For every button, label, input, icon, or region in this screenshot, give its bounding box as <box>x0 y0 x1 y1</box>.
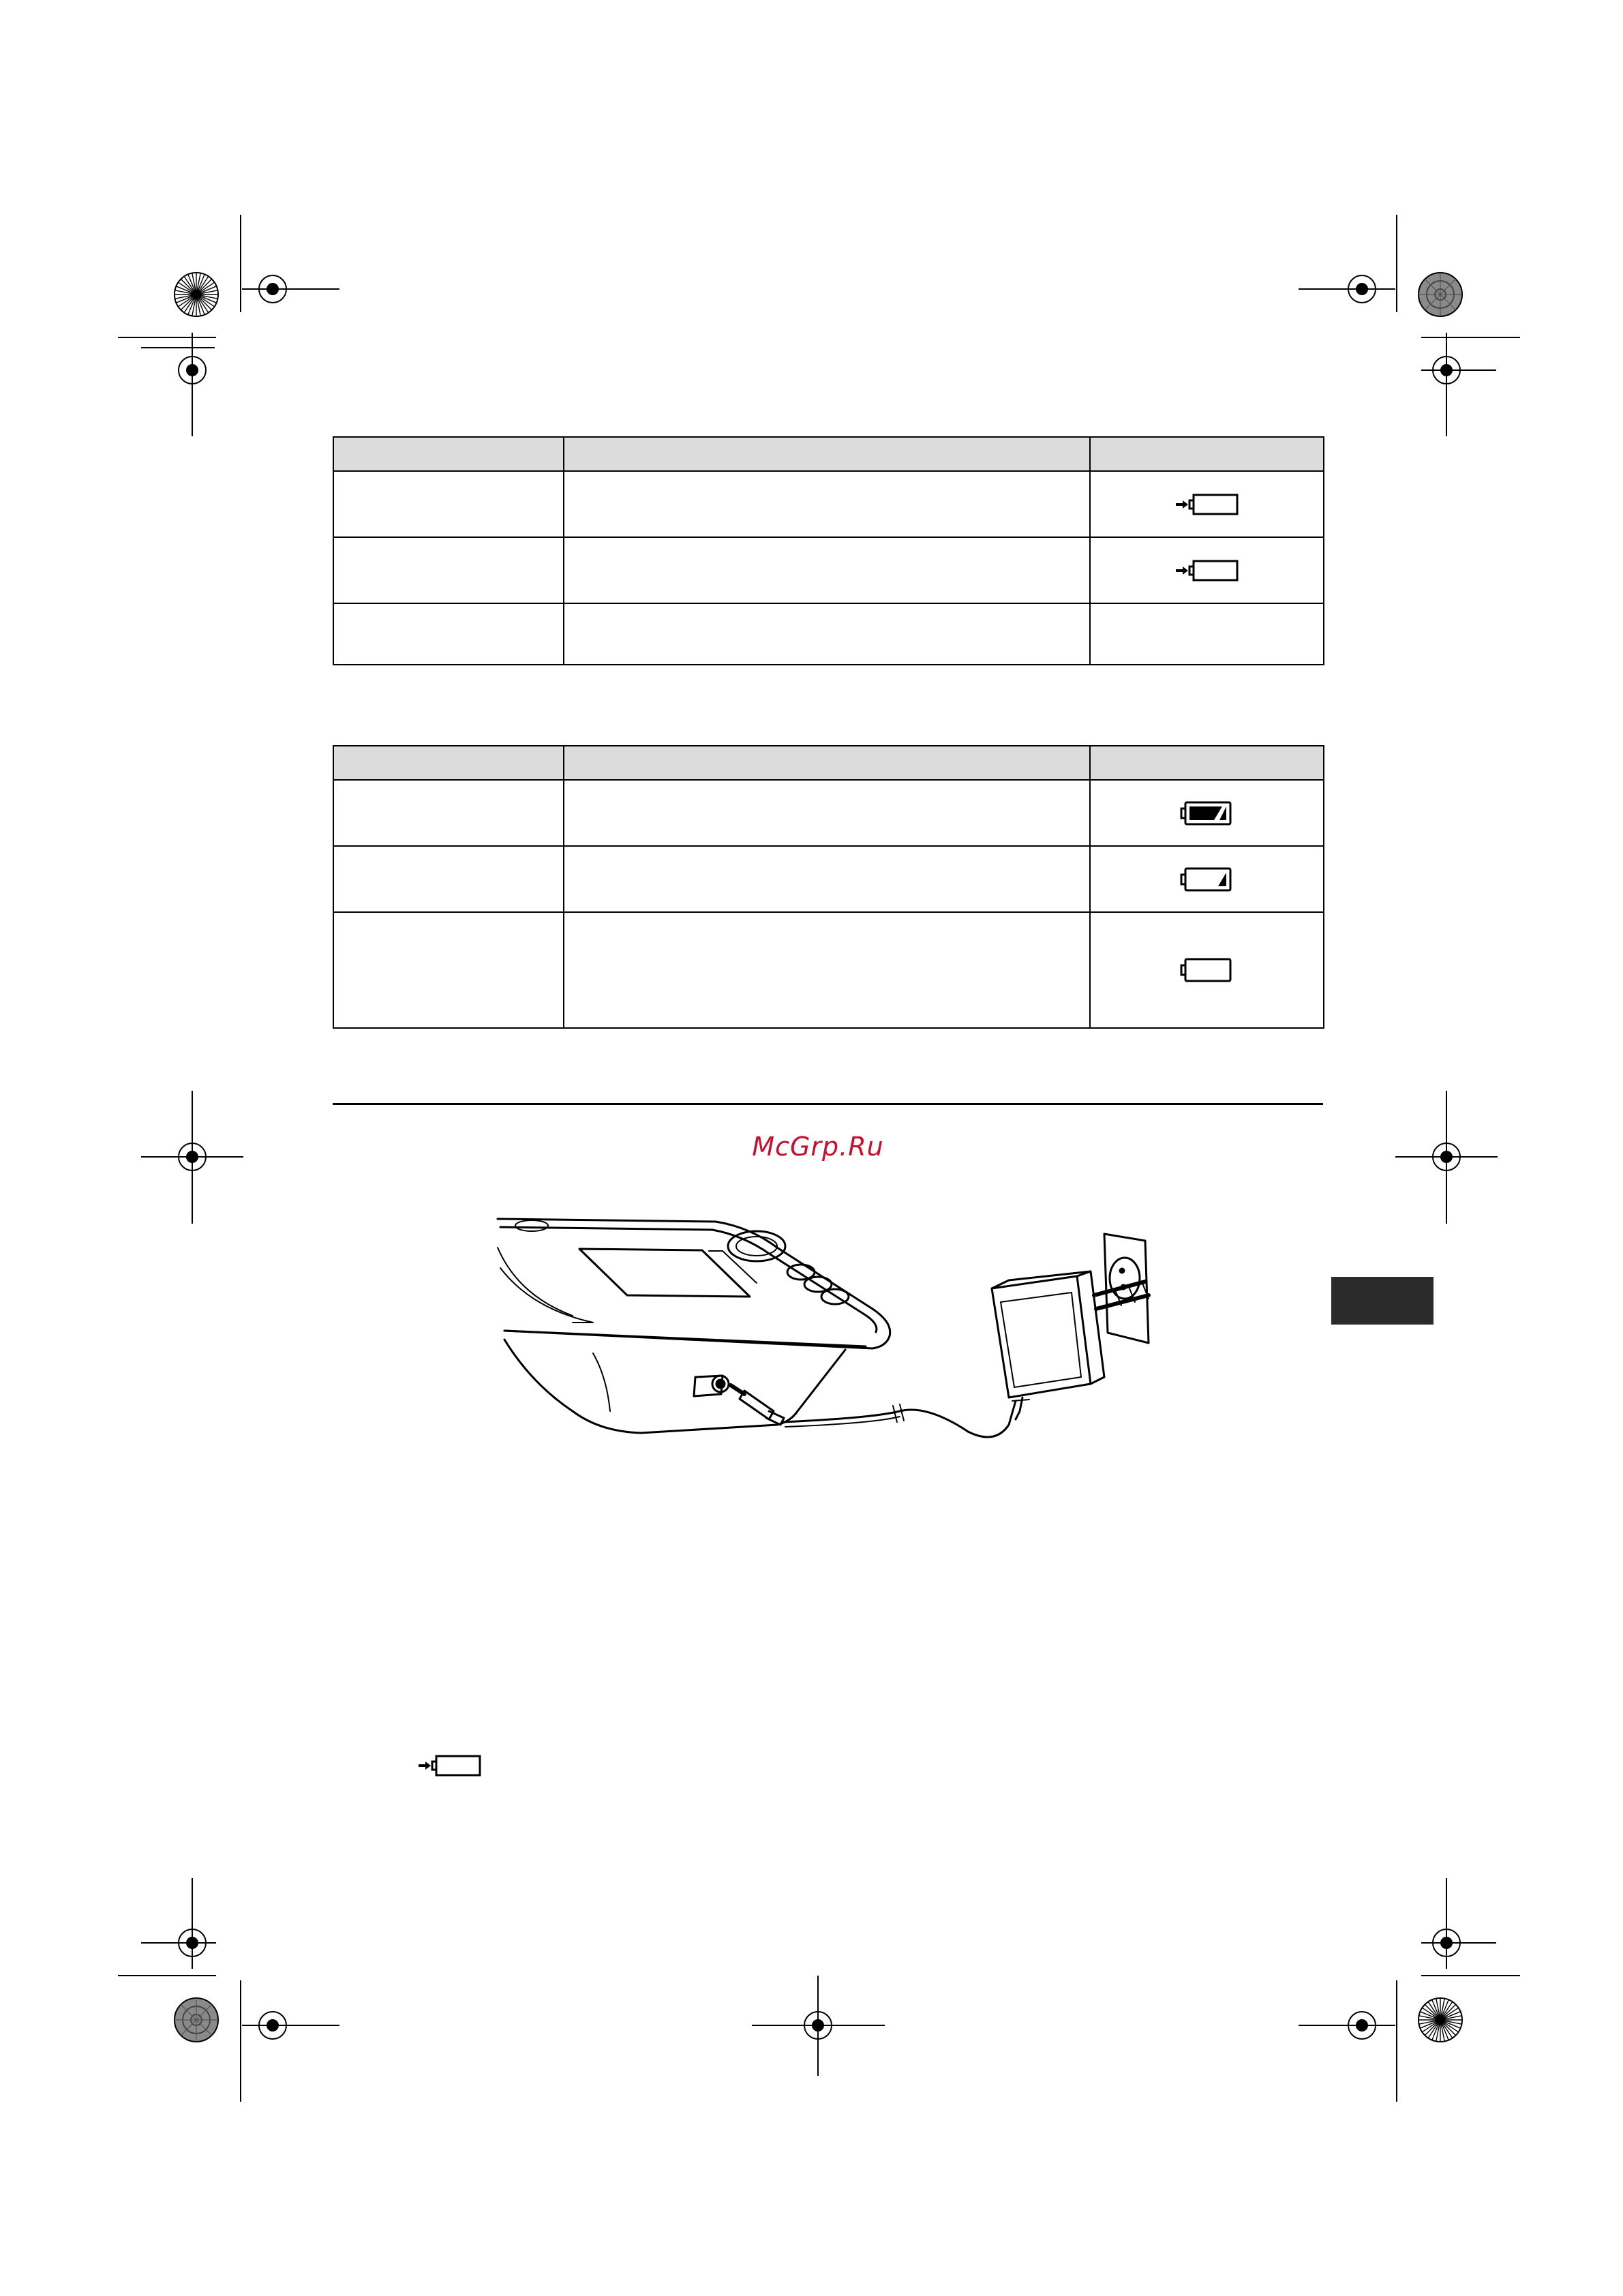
table-cell <box>564 780 1090 846</box>
table-row <box>333 780 1324 846</box>
battery-charging-arrow-icon <box>416 1752 484 1779</box>
ac-adapter-connection-illustration <box>491 1207 1159 1493</box>
section-divider <box>333 1103 1323 1105</box>
table-row <box>333 912 1324 1028</box>
table-cell-icon <box>1090 780 1324 846</box>
header-cell <box>564 746 1090 780</box>
table-header-row <box>333 746 1324 780</box>
header-cell <box>1090 437 1324 471</box>
table-cell <box>564 603 1090 665</box>
table-cell <box>564 471 1090 537</box>
table-cell <box>1090 603 1324 665</box>
section-tab <box>1331 1277 1434 1325</box>
table-cell-icon <box>1090 537 1324 603</box>
table-cell <box>564 846 1090 912</box>
header-cell <box>333 437 564 471</box>
battery-full-icon <box>1180 799 1234 828</box>
table-cell <box>333 471 564 537</box>
battery-low-icon <box>1180 865 1234 894</box>
table-cell <box>333 537 564 603</box>
battery-charging-arrow-icon <box>1173 557 1241 584</box>
table-row <box>333 846 1324 912</box>
table-row <box>333 537 1324 603</box>
table-cell <box>333 846 564 912</box>
table-row <box>333 603 1324 665</box>
header-cell <box>333 746 564 780</box>
table-cell-icon <box>1090 846 1324 912</box>
table-cell <box>333 912 564 1028</box>
table-cell-icon <box>1090 912 1324 1028</box>
table-cell <box>333 780 564 846</box>
table-cell <box>564 912 1090 1028</box>
header-cell <box>564 437 1090 471</box>
table-row <box>333 471 1324 537</box>
header-cell <box>1090 746 1324 780</box>
charging-status-table <box>333 436 1324 665</box>
battery-empty-icon <box>1180 956 1234 984</box>
table-cell <box>333 603 564 665</box>
battery-level-table <box>333 745 1324 1029</box>
table-cell <box>564 537 1090 603</box>
battery-charging-arrow-icon <box>1173 491 1241 518</box>
table-header-row <box>333 437 1324 471</box>
table-cell-icon <box>1090 471 1324 537</box>
watermark: McGrp.Ru <box>752 1132 884 1162</box>
